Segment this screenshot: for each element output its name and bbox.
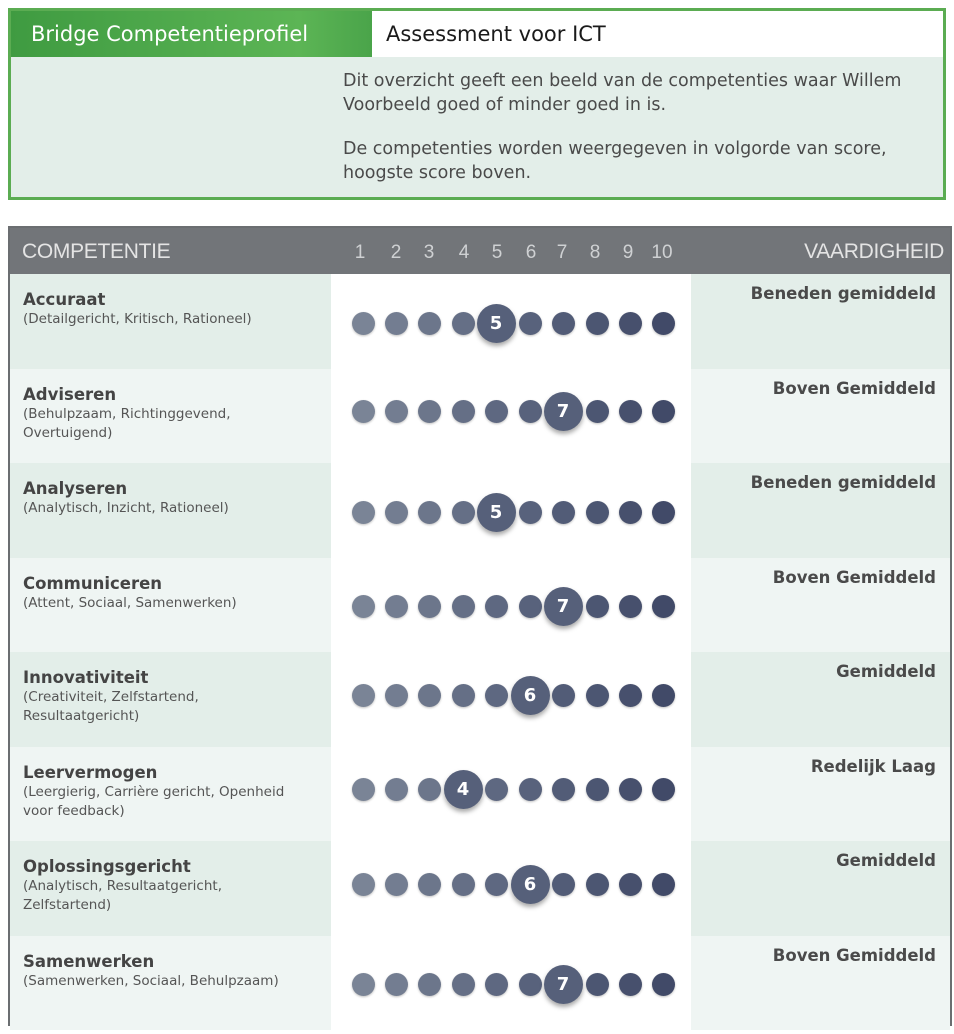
scale-dot xyxy=(619,973,642,996)
scale-dot xyxy=(418,973,441,996)
scale-dot xyxy=(652,312,675,335)
skill-level-cell xyxy=(691,274,950,369)
skill-level-cell xyxy=(691,463,950,558)
scale-dot xyxy=(652,873,675,896)
scale-dot xyxy=(519,312,542,335)
intro-description xyxy=(343,69,943,205)
competency-traits: (Detailgericht, Kritisch, Rationeel) xyxy=(23,311,252,327)
scale-dot xyxy=(452,501,475,524)
scale-dot xyxy=(652,684,675,707)
competency-traits: (Attent, Sociaal, Samenwerken) xyxy=(23,594,237,611)
scale-number: 10 xyxy=(651,242,673,263)
scale-dot xyxy=(652,400,675,423)
scale-dot xyxy=(385,684,408,707)
competency-row xyxy=(10,747,950,842)
scale-dot xyxy=(485,400,508,423)
competency-traits: (Leergierig, Carrière gericht, Openheid voor feedback) xyxy=(23,783,285,819)
skill-level: Boven Gemiddeld xyxy=(772,945,936,965)
competency-traits: (Samenwerken, Sociaal, Behulpzaam) xyxy=(23,972,279,989)
scale-dot xyxy=(619,595,642,618)
scale-number: 9 xyxy=(622,242,634,263)
scale-dot xyxy=(385,778,408,801)
scale-dot xyxy=(652,595,675,618)
scale-dot xyxy=(352,778,375,801)
score-scale xyxy=(331,936,691,1031)
scale-dot xyxy=(452,873,475,896)
skill-level-cell xyxy=(691,936,950,1031)
competency-row xyxy=(10,841,950,936)
scale-dot xyxy=(352,312,375,335)
competency-cell xyxy=(10,369,331,464)
competency-cell xyxy=(10,463,331,558)
score-scale xyxy=(331,747,691,842)
scale-dot xyxy=(485,873,508,896)
scale-dot xyxy=(418,312,441,335)
score-marker: 4 xyxy=(444,770,483,809)
score-marker: 5 xyxy=(477,304,516,343)
skill-level: Boven Gemiddeld xyxy=(772,378,936,398)
scale-dot xyxy=(418,778,441,801)
scale-dot xyxy=(352,873,375,896)
skill-level-cell xyxy=(691,747,950,842)
competency-row xyxy=(10,652,950,747)
competency-row xyxy=(10,369,950,464)
scale-dot xyxy=(619,684,642,707)
scale-dot xyxy=(385,873,408,896)
column-header-competentie: COMPETENTIE xyxy=(22,240,171,263)
scale-dot xyxy=(418,684,441,707)
scale-dot xyxy=(352,973,375,996)
scale-dot xyxy=(352,400,375,423)
competency-name: Adviseren xyxy=(23,384,117,404)
competency-cell xyxy=(10,747,331,842)
description-paragraph: Dit overzicht geeft een beeld van de competenties waar Willem Voorbeeld goed of minder goed in is. xyxy=(343,71,902,115)
scale-dot xyxy=(552,778,575,801)
competency-table xyxy=(8,226,952,1026)
skill-level-cell xyxy=(691,369,950,464)
score-scale xyxy=(331,652,691,747)
scale-dot xyxy=(418,501,441,524)
scale-dot xyxy=(586,595,609,618)
description-paragraph: De competenties worden weergegeven in volgorde van score, hoogste score boven. xyxy=(343,139,887,183)
scale-dot xyxy=(452,312,475,335)
scale-dot xyxy=(452,595,475,618)
scale-dot xyxy=(552,501,575,524)
scale-dot xyxy=(418,400,441,423)
score-scale xyxy=(331,369,691,464)
competency-cell xyxy=(10,652,331,747)
scale-dot xyxy=(586,400,609,423)
score-marker: 5 xyxy=(477,493,516,532)
scale-dot xyxy=(485,778,508,801)
scale-dot xyxy=(418,873,441,896)
skill-level: Redelijk Laag xyxy=(810,756,936,776)
competency-traits: (Creativiteit, Zelfstartend, Resultaatgericht) xyxy=(23,689,199,724)
scale-dot xyxy=(452,400,475,423)
scale-dot xyxy=(652,778,675,801)
competency-name: Leervermogen xyxy=(23,762,158,782)
competency-row xyxy=(10,274,950,369)
scale-dot xyxy=(485,684,508,707)
competency-traits: (Analytisch, Resultaatgericht, Zelfstartend) xyxy=(23,878,222,913)
competency-name: Oplossingsgericht xyxy=(23,857,191,876)
scale-dot xyxy=(586,684,609,707)
skill-level-cell xyxy=(691,841,950,936)
score-scale xyxy=(331,558,691,653)
competency-row xyxy=(10,463,950,558)
scale-dot xyxy=(485,973,508,996)
skill-level-cell xyxy=(691,558,950,653)
skill-level: Gemiddeld xyxy=(836,851,936,870)
scale-dot xyxy=(418,595,441,618)
score-marker: 6 xyxy=(511,676,550,715)
intro-header xyxy=(11,11,943,57)
scale-dot xyxy=(385,400,408,423)
competency-traits: (Behulpzaam, Richtinggevend, Overtuigend) xyxy=(23,405,231,441)
scale-number: 7 xyxy=(556,242,568,263)
skill-level: Gemiddeld xyxy=(836,662,936,681)
scale-dot xyxy=(385,312,408,335)
column-header-vaardigheid: VAARDIGHEID xyxy=(804,240,944,263)
score-scale xyxy=(331,274,691,369)
score-scale xyxy=(331,841,691,936)
scale-dot xyxy=(619,501,642,524)
competency-cell xyxy=(10,841,331,936)
scale-dot xyxy=(352,595,375,618)
score-marker: 7 xyxy=(544,965,583,1004)
scale-dot xyxy=(652,501,675,524)
intro-panel xyxy=(8,8,946,200)
scale-dot xyxy=(586,873,609,896)
scale-dot xyxy=(586,312,609,335)
table-header xyxy=(10,228,950,274)
scale-dot xyxy=(385,595,408,618)
scale-dot xyxy=(652,973,675,996)
competency-name: Accuraat xyxy=(23,290,106,309)
scale-dot xyxy=(352,501,375,524)
skill-level: Beneden gemiddeld xyxy=(750,473,936,492)
scale-dot xyxy=(385,501,408,524)
scale-dot xyxy=(519,501,542,524)
scale-number: 2 xyxy=(390,242,402,263)
scale-dot xyxy=(519,400,542,423)
competency-cell xyxy=(10,274,331,369)
scale-dot xyxy=(452,973,475,996)
scale-dot xyxy=(385,973,408,996)
scale-dot xyxy=(519,778,542,801)
skill-level: Beneden gemiddeld xyxy=(750,284,936,303)
scale-dot xyxy=(619,400,642,423)
scale-dot xyxy=(352,684,375,707)
scale-dot xyxy=(552,312,575,335)
scale-number: 1 xyxy=(354,242,366,263)
scale-number: 5 xyxy=(491,242,503,263)
competency-name: Innovativiteit xyxy=(23,668,149,687)
scale-dot xyxy=(552,684,575,707)
competency-name: Samenwerken xyxy=(23,951,155,971)
scale-dot xyxy=(519,595,542,618)
scale-number: 6 xyxy=(525,242,537,263)
assessment-title: Assessment voor ICT xyxy=(372,11,943,57)
scale-dot xyxy=(586,501,609,524)
scale-dot xyxy=(452,684,475,707)
competency-cell xyxy=(10,558,331,653)
scale-number: 3 xyxy=(423,242,435,263)
scale-dot xyxy=(586,973,609,996)
score-marker: 6 xyxy=(511,865,550,904)
scale-number: 4 xyxy=(458,242,470,263)
competency-name: Analyseren xyxy=(23,479,128,498)
score-marker: 7 xyxy=(544,392,583,431)
scale-dot xyxy=(586,778,609,801)
scale-dot xyxy=(619,312,642,335)
scale-number: 8 xyxy=(589,242,601,263)
score-scale xyxy=(331,463,691,558)
brand-title: Bridge Competentieprofiel xyxy=(11,11,372,57)
competency-cell xyxy=(10,936,331,1031)
competency-row xyxy=(10,936,950,1031)
scale-dot xyxy=(619,778,642,801)
skill-level: Boven Gemiddeld xyxy=(772,567,936,587)
competency-row xyxy=(10,558,950,653)
competency-traits: (Analytisch, Inzicht, Rationeel) xyxy=(23,500,229,516)
scale-dot xyxy=(519,973,542,996)
scale-dot xyxy=(485,595,508,618)
score-marker: 7 xyxy=(544,587,583,626)
competency-name: Communiceren xyxy=(23,573,163,593)
scale-dot xyxy=(619,873,642,896)
scale-dot xyxy=(552,873,575,896)
skill-level-cell xyxy=(691,652,950,747)
